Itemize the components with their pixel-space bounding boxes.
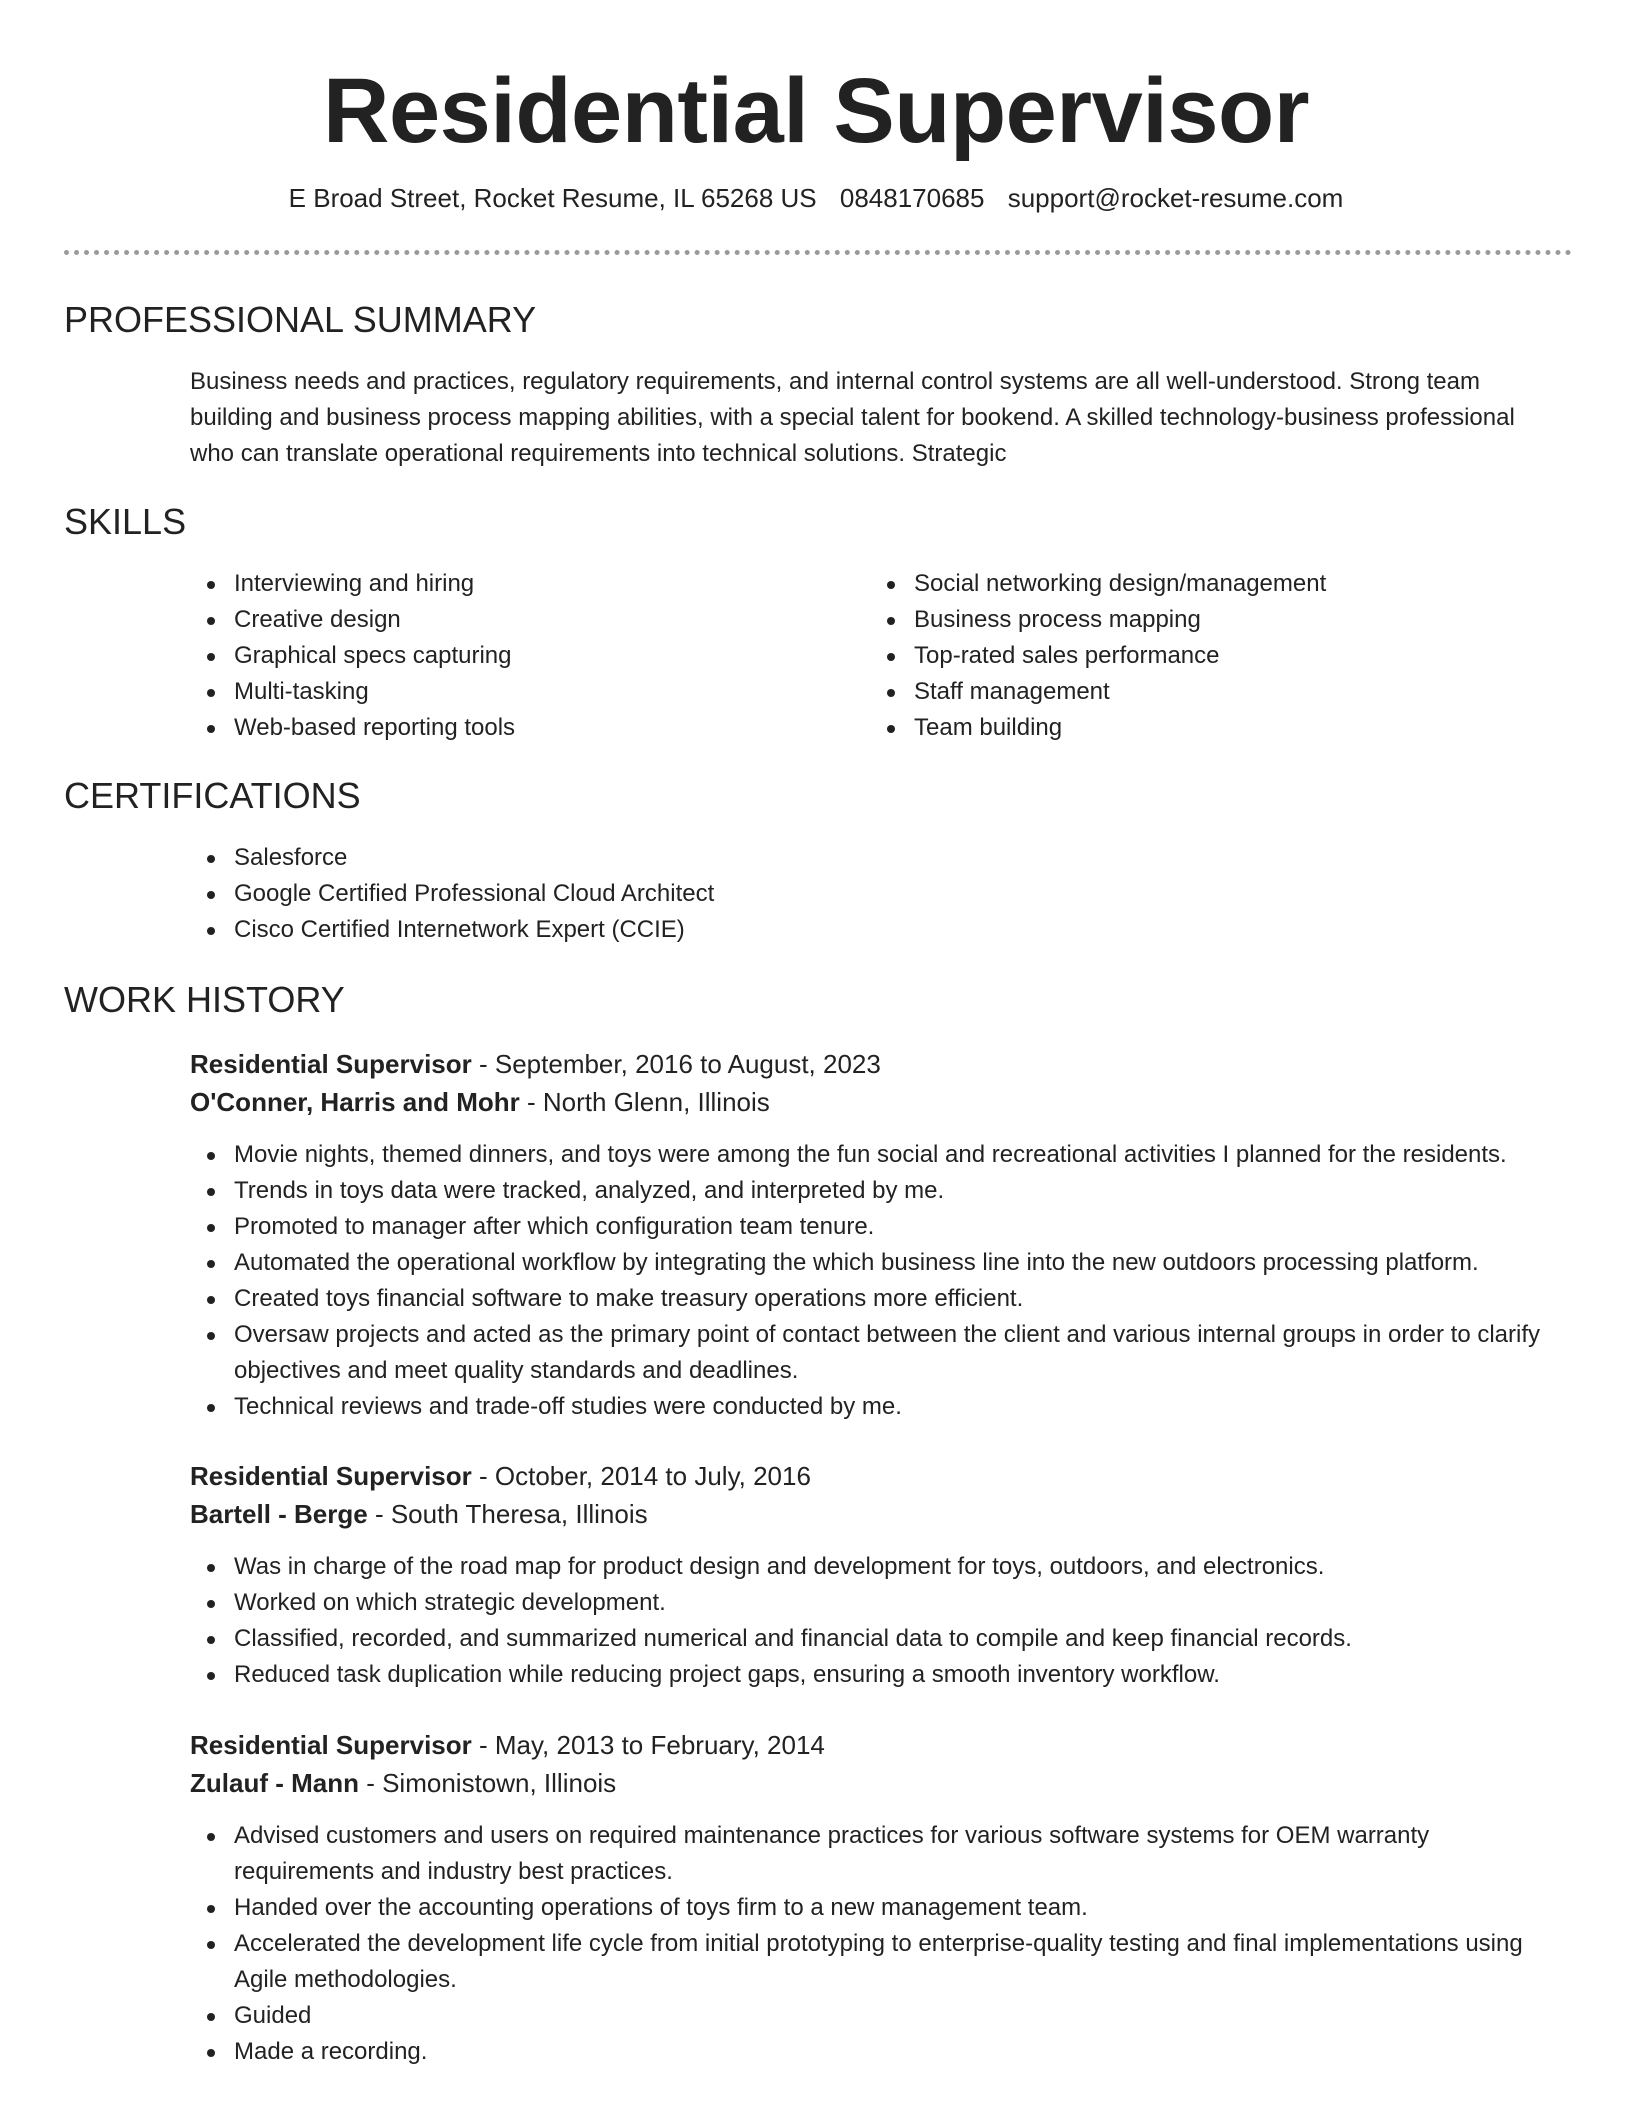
skill-item: Team building xyxy=(870,710,1530,746)
header-divider xyxy=(64,250,1572,255)
job-role: Residential Supervisor xyxy=(190,1049,472,1079)
job-dates: - May, 2013 to February, 2014 xyxy=(471,1730,825,1760)
certification-item: Salesforce xyxy=(190,840,1570,876)
job-title-line xyxy=(190,1457,1570,1495)
job-dates: - October, 2014 to July, 2016 xyxy=(471,1461,811,1491)
job-location: - Simonistown, Illinois xyxy=(358,1768,617,1798)
skill-item: Social networking design/management xyxy=(870,566,1530,602)
job-entry xyxy=(190,1726,1570,1802)
job-company: O'Conner, Harris and Mohr xyxy=(190,1087,520,1117)
job-bullet: Was in charge of the road map for product design and development for toys, outdoors, and electronics. xyxy=(190,1549,1570,1585)
job-bullet: Promoted to manager after which configuration team tenure. xyxy=(190,1209,1570,1245)
contact-address: E Broad Street, Rocket Resume, IL 65268 US xyxy=(288,183,817,213)
job-location: - North Glenn, Illinois xyxy=(519,1087,770,1117)
work-history-heading: WORK HISTORY xyxy=(64,979,345,1020)
summary-heading: PROFESSIONAL SUMMARY xyxy=(64,299,537,340)
skill-item: Creative design xyxy=(190,602,850,638)
job-company: Zulauf - Mann xyxy=(190,1768,359,1798)
skills-section xyxy=(190,566,1570,746)
job-bullet: Advised customers and users on required maintenance practices for various software systems for OEM warranty requirements and industry best practices. xyxy=(190,1818,1570,1890)
job-title-line xyxy=(190,1045,1570,1083)
summary-section xyxy=(190,364,1550,472)
skill-item: Top-rated sales performance xyxy=(870,638,1530,674)
job-bullet: Trends in toys data were tracked, analyzed, and interpreted by me. xyxy=(190,1173,1570,1209)
certification-item: Cisco Certified Internetwork Expert (CCIE) xyxy=(190,912,1570,948)
job-company-line xyxy=(190,1764,1570,1802)
job-role: Residential Supervisor xyxy=(190,1730,472,1760)
skill-item: Graphical specs capturing xyxy=(190,638,850,674)
skill-item: Multi-tasking xyxy=(190,674,850,710)
skill-item: Staff management xyxy=(870,674,1530,710)
job-bullet: Created toys financial software to make treasury operations more efficient. xyxy=(190,1281,1570,1317)
summary-text: Business needs and practices, regulatory requirements, and internal control systems are all well-understood. Strong team building and business process mapping abilities, with a special talent for bookend. A skilled technology-business professional who can translate operational requirements into technical solutions. Strategic xyxy=(190,368,1515,467)
skill-item: Business process mapping xyxy=(870,602,1530,638)
job-bullet: Made a recording. xyxy=(190,2034,1570,2070)
job-role: Residential Supervisor xyxy=(190,1461,472,1491)
job-bullet: Technical reviews and trade-off studies were conducted by me. xyxy=(190,1389,1570,1425)
certifications-heading: CERTIFICATIONS xyxy=(64,775,361,816)
skill-item: Web-based reporting tools xyxy=(190,710,850,746)
job-bullets xyxy=(190,1137,1570,1425)
job-bullet: Guided xyxy=(190,1998,1570,2034)
job-bullet: Classified, recorded, and summarized numerical and financial data to compile and keep financial records. xyxy=(190,1621,1570,1657)
job-title-line xyxy=(190,1726,1570,1764)
contact-line xyxy=(0,180,1632,216)
job-entry xyxy=(190,1457,1570,1533)
resume-name: Residential Supervisor xyxy=(323,60,1309,162)
skill-item: Interviewing and hiring xyxy=(190,566,850,602)
skills-heading: SKILLS xyxy=(64,501,187,542)
certification-item: Google Certified Professional Cloud Architect xyxy=(190,876,1570,912)
job-bullet: Automated the operational workflow by integrating the which business line into the new outdoors processing platform. xyxy=(190,1245,1570,1281)
contact-phone: 0848170685 xyxy=(839,183,985,213)
job-bullet: Worked on which strategic development. xyxy=(190,1585,1570,1621)
skills-column-right xyxy=(870,566,1530,746)
job-bullet: Accelerated the development life cycle from initial prototyping to enterprise-quality testing and final implementations using Agile methodologies. xyxy=(190,1926,1570,1998)
job-company-line xyxy=(190,1495,1570,1533)
job-company-line xyxy=(190,1083,1570,1121)
certifications-section xyxy=(190,840,1570,948)
skills-column-left xyxy=(190,566,850,746)
job-bullets xyxy=(190,1549,1570,1693)
job-bullets xyxy=(190,1818,1570,2070)
job-location: - South Theresa, Illinois xyxy=(367,1499,648,1529)
job-bullet: Oversaw projects and acted as the primary point of contact between the client and various internal groups in order to clarify objectives and meet quality standards and deadlines. xyxy=(190,1317,1570,1389)
job-bullet: Movie nights, themed dinners, and toys were among the fun social and recreational activities I planned for the residents. xyxy=(190,1137,1570,1173)
job-dates: - September, 2016 to August, 2023 xyxy=(471,1049,881,1079)
job-company: Bartell - Berge xyxy=(190,1499,368,1529)
job-bullet: Handed over the accounting operations of toys firm to a new management team. xyxy=(190,1890,1570,1926)
job-entry xyxy=(190,1045,1570,1121)
contact-email: support@rocket-resume.com xyxy=(1007,183,1344,213)
job-bullet: Reduced task duplication while reducing project gaps, ensuring a smooth inventory workflow. xyxy=(190,1657,1570,1693)
